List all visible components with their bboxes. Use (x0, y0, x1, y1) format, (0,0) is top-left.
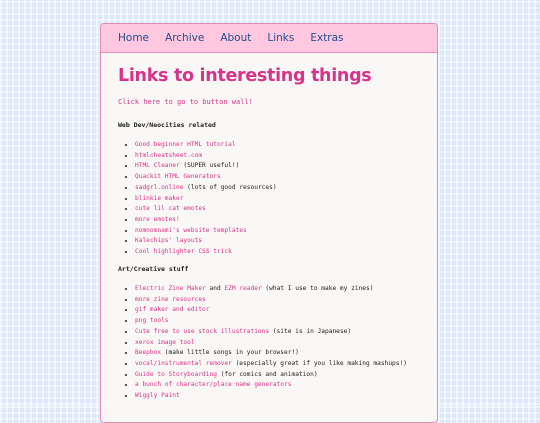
link[interactable]: vocal/instrumental remover (135, 359, 232, 367)
link[interactable]: sadgrl.online (135, 183, 184, 191)
list-item (135, 391, 407, 402)
link[interactable]: Electric Zine Maker (135, 285, 206, 292)
link[interactable]: more zine resources (135, 295, 206, 303)
link[interactable]: a bunch of character/place name generators (135, 381, 292, 389)
link[interactable]: Quackit HTML Generators (135, 173, 221, 181)
link[interactable]: Cool highlighter CSS trick (135, 248, 232, 256)
list-item (135, 305, 407, 316)
art-links-list (127, 284, 407, 402)
link[interactable]: blinkie maker (135, 194, 184, 202)
link-note: (for comics and animation) (216, 370, 318, 378)
main-panel (100, 23, 438, 423)
link[interactable]: xerox image tool (135, 338, 195, 346)
list-item (135, 284, 407, 295)
link-note: (what I use to make my zines) (261, 285, 374, 292)
top-nav (101, 24, 437, 53)
link[interactable]: HTML Cleaner (135, 162, 180, 170)
link[interactable]: gif maker and editor (135, 306, 210, 314)
list-item (135, 215, 277, 226)
list-item (135, 140, 277, 151)
list-item (135, 327, 407, 338)
link[interactable]: png tools (135, 317, 169, 325)
list-item (135, 204, 277, 215)
link[interactable]: nomnomnami's website templates (135, 226, 247, 234)
list-item (135, 316, 407, 327)
list-item (135, 151, 277, 162)
link[interactable]: Beepbox (135, 349, 162, 357)
link-note: (especially great if you like making mashups!) (231, 359, 407, 367)
nav-links[interactable]: Links (267, 32, 295, 44)
list-item (135, 295, 407, 306)
list-item (135, 380, 407, 391)
nav-about[interactable]: About (220, 32, 252, 44)
link[interactable]: cute lil cat emotes (135, 205, 206, 213)
list-item (135, 226, 277, 237)
link-note: (make little songs in your browser!) (161, 349, 299, 357)
link[interactable]: Kalechips' layouts (135, 237, 203, 245)
list-item (135, 194, 277, 205)
link[interactable]: htmlcheatsheet.com (135, 151, 203, 159)
page-title: Links to interesting things (118, 66, 372, 86)
link-note: and (205, 285, 225, 292)
nav-archive[interactable]: Archive (165, 32, 205, 44)
link[interactable]: more emotes! (135, 215, 180, 223)
list-item (135, 338, 407, 349)
button-wall-link[interactable]: Click here to go to button wall! (118, 98, 253, 106)
list-item (135, 161, 277, 172)
list-item (135, 370, 407, 381)
nav-home[interactable]: Home (118, 32, 150, 44)
link-note: (site is in Japanese) (269, 327, 352, 335)
list-item (135, 236, 277, 247)
link[interactable]: EZM reader (224, 285, 262, 292)
section-heading-webdev: Web Dev/Neocities related (118, 121, 216, 129)
webdev-links-list (127, 140, 277, 258)
list-item (135, 247, 277, 258)
list-item (135, 172, 277, 183)
section-heading-art: Art/Creative stuff (118, 265, 189, 273)
nav-extras[interactable]: Extras (310, 32, 344, 44)
list-item (135, 359, 407, 370)
link[interactable]: Good beginner HTML tutorial (135, 141, 236, 148)
link-note: (lots of good resources) (183, 183, 277, 191)
list-item (135, 183, 277, 194)
link[interactable]: Guide to Storyboarding (135, 370, 217, 378)
link-note: (SUPER useful!) (179, 162, 240, 170)
link[interactable]: Cute free to use stock illustrations (135, 327, 270, 335)
link[interactable]: Wiggly Paint (135, 392, 180, 400)
list-item (135, 348, 407, 359)
